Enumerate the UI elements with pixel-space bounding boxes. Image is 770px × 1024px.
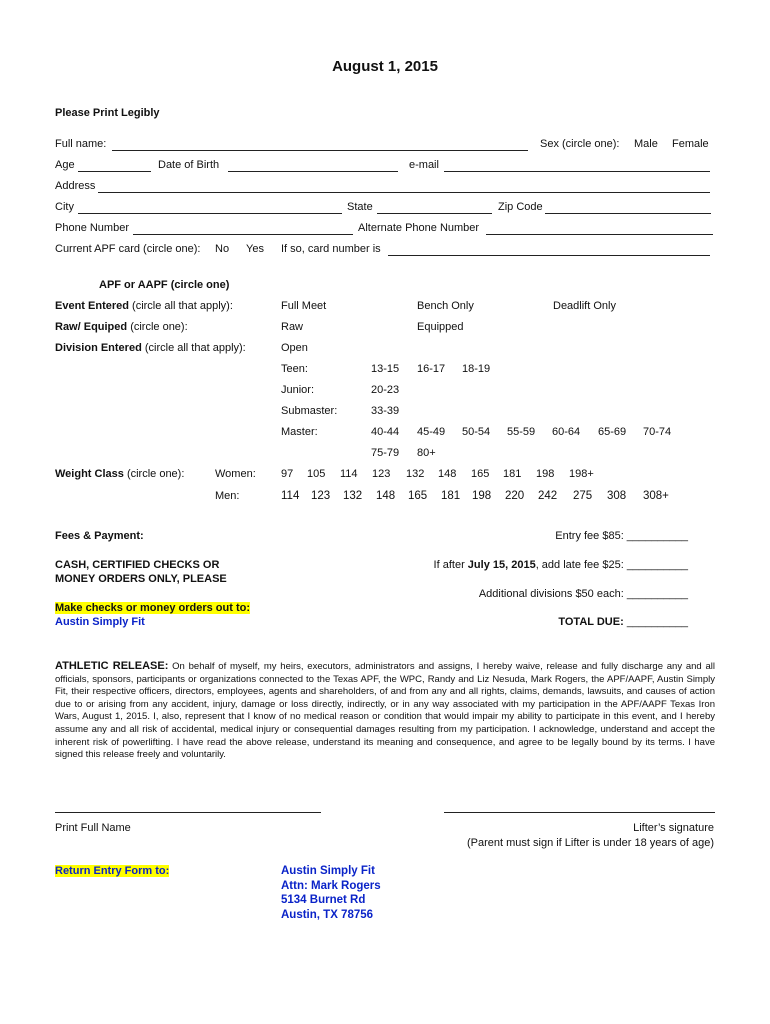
- division-note: (circle all that apply):: [144, 342, 246, 354]
- division-label-group: [55, 342, 246, 354]
- division-master-40-44[interactable]: 40-44: [371, 426, 400, 438]
- apf-card-label: Current APF card (circle one):: [55, 243, 201, 255]
- state-field[interactable]: [377, 213, 492, 214]
- payee-name: Austin Simply Fit: [55, 616, 145, 628]
- return-address-line: Austin Simply Fit: [281, 865, 375, 877]
- division-junior-label: Junior:: [281, 384, 315, 396]
- sex-label: Sex (circle one):: [540, 138, 620, 150]
- weight-men-275[interactable]: 275: [573, 490, 593, 502]
- full-name-label: Full name:: [55, 138, 107, 150]
- raw-note: (circle one):: [130, 321, 188, 333]
- division-master-45-49[interactable]: 45-49: [417, 426, 446, 438]
- city-field[interactable]: [78, 213, 342, 214]
- additional-divisions: Additional divisions $50 each: __________: [478, 588, 688, 600]
- dob-label: Date of Birth: [158, 159, 220, 171]
- alt-phone-label: Alternate Phone Number: [358, 222, 480, 234]
- sex-female-option[interactable]: Female: [672, 138, 709, 150]
- weight-women-label: Women:: [215, 468, 256, 480]
- lifter-signature-line[interactable]: [444, 812, 715, 813]
- weight-note: (circle one):: [126, 468, 185, 480]
- cash-line-1: CASH, CERTIFIED CHECKS OR: [55, 559, 220, 571]
- event-bench-only[interactable]: Bench Only: [417, 300, 474, 312]
- weight-men-308[interactable]: 308: [607, 490, 627, 502]
- weight-men-181[interactable]: 181: [441, 490, 461, 502]
- division-master-70-74[interactable]: 70-74: [643, 426, 672, 438]
- address-label: Address: [55, 180, 96, 192]
- weight-men-148[interactable]: 148: [376, 490, 396, 502]
- phone-field[interactable]: [133, 234, 353, 235]
- page-title: August 1, 2015: [332, 58, 438, 75]
- weight-men-220[interactable]: 220: [505, 490, 525, 502]
- late-fee-post: , add late fee $25: __________: [535, 559, 688, 571]
- late-fee: [434, 559, 688, 571]
- city-label: City: [55, 201, 74, 213]
- state-label: State: [347, 201, 373, 213]
- weight-label: Weight Class: [55, 468, 124, 480]
- weight-men-242[interactable]: 242: [538, 490, 558, 502]
- event-label-group: [55, 300, 233, 312]
- weight-women-198-plus[interactable]: 198+: [569, 468, 594, 480]
- division-open[interactable]: Open: [281, 342, 308, 354]
- phone-label: Phone Number: [55, 222, 129, 234]
- email-label: e-mail: [409, 159, 439, 171]
- event-full-meet[interactable]: Full Meet: [281, 300, 327, 312]
- age-label: Age: [55, 159, 75, 171]
- division-teen-18-19[interactable]: 18-19: [462, 363, 491, 375]
- apf-card-no[interactable]: No: [215, 243, 230, 255]
- make-checks-note: [55, 602, 250, 614]
- raw-option[interactable]: Raw: [281, 321, 304, 333]
- late-fee-date: July 15, 2015: [467, 559, 536, 571]
- sex-male-option[interactable]: Male: [634, 138, 658, 150]
- card-number-field[interactable]: [388, 255, 710, 256]
- weight-men-165[interactable]: 165: [408, 490, 428, 502]
- total-due: [558, 616, 688, 628]
- raw-label: Raw/ Equiped: [55, 321, 128, 333]
- parent-signature-note: (Parent must sign if Lifter is under 18 years of age): [466, 837, 714, 849]
- event-deadlift-only[interactable]: Deadlift Only: [553, 300, 616, 312]
- return-address-line: 5134 Burnet Rd: [281, 894, 366, 906]
- total-due-label: TOTAL DUE:: [558, 616, 624, 628]
- division-master-55-59[interactable]: 55-59: [507, 426, 536, 438]
- weight-label-group: [55, 468, 184, 480]
- weight-women-123[interactable]: 123: [372, 468, 391, 480]
- print-name-label: Print Full Name: [55, 822, 131, 834]
- division-teen-label: Teen:: [281, 363, 308, 375]
- return-address: [281, 864, 381, 922]
- division-teen-16-17[interactable]: 16-17: [417, 363, 446, 375]
- division-master-label: Master:: [281, 426, 318, 438]
- weight-men-308-plus[interactable]: 308+: [643, 490, 669, 502]
- division-label: Division Entered: [55, 342, 142, 354]
- division-master-65-69[interactable]: 65-69: [598, 426, 627, 438]
- release-heading: ATHLETIC RELEASE:: [55, 660, 169, 672]
- full-name-field[interactable]: [112, 150, 528, 151]
- print-legibly-heading: Please Print Legibly: [55, 107, 160, 119]
- weight-men-label: Men:: [215, 490, 240, 502]
- age-field[interactable]: [78, 171, 151, 172]
- return-address-line: Austin, TX 78756: [281, 908, 374, 921]
- division-submaster-label: Submaster:: [281, 405, 338, 417]
- division-master-80-plus[interactable]: 80+: [417, 447, 436, 459]
- return-form-text: Return Entry Form to:: [55, 865, 170, 877]
- athletic-release: [55, 660, 715, 762]
- division-submaster-33-39[interactable]: 33-39: [371, 405, 400, 417]
- weight-women-105[interactable]: 105: [307, 468, 326, 480]
- make-checks-text: Make checks or money orders out to:: [55, 602, 250, 614]
- weight-women-97[interactable]: 97: [281, 468, 294, 480]
- total-due-blank[interactable]: __________: [626, 616, 688, 628]
- division-teen-13-15[interactable]: 13-15: [371, 363, 400, 375]
- apf-card-yes[interactable]: Yes: [246, 243, 264, 255]
- lifter-signature-label: Lifter’s signature: [633, 822, 714, 834]
- return-address-line: Attn: Mark Rogers: [281, 879, 381, 892]
- federation-heading: APF or AAPF (circle one): [99, 279, 230, 291]
- event-label: Event Entered: [55, 300, 129, 312]
- fees-heading: Fees & Payment:: [55, 530, 144, 542]
- weight-men-114[interactable]: 114: [281, 490, 300, 502]
- weight-women-148[interactable]: 148: [438, 468, 457, 480]
- weight-men-123[interactable]: 123: [311, 490, 331, 502]
- weight-women-198[interactable]: 198: [536, 468, 555, 480]
- division-master-75-79[interactable]: 75-79: [371, 447, 400, 459]
- zip-field[interactable]: [545, 213, 711, 214]
- entry-fee: Entry fee $85: __________: [555, 530, 688, 542]
- weight-women-181[interactable]: 181: [503, 468, 522, 480]
- weight-women-132[interactable]: 132: [406, 468, 425, 480]
- weight-women-165[interactable]: 165: [471, 468, 490, 480]
- weight-women-114[interactable]: 114: [340, 468, 358, 480]
- print-name-line[interactable]: [55, 812, 321, 813]
- dob-field[interactable]: [228, 171, 398, 172]
- address-field[interactable]: [98, 192, 710, 193]
- raw-label-group: [55, 321, 188, 333]
- weight-men-132[interactable]: 132: [343, 490, 363, 502]
- division-junior-20-23[interactable]: 20-23: [371, 384, 400, 396]
- event-note: (circle all that apply):: [132, 300, 233, 312]
- alt-phone-field[interactable]: [486, 234, 713, 235]
- card-number-label: If so, card number is: [281, 243, 381, 255]
- email-field[interactable]: [444, 171, 710, 172]
- zip-label: Zip Code: [498, 201, 543, 213]
- return-form-label: [55, 865, 169, 877]
- release-text: On behalf of myself, my heirs, executors, administrators and assigns, I hereby waive, release and fully discharge any and all officials, sponsors, participants or organizations connected to the Texas APF, the WPC, Randy and Liz Nesuda, Mark Rogers, the APF/AAPF, Austin Simply Fit, their respective officers, directors, employees, agents and shareholders, of and from any and all rights, claims, demands, lawsuits, and causes of action due to or arising from any accident, injury, damage or loss directly, indirectly, or in any way associated with my participation in the APF/AAPF Texas Iron Wars, August 1, 2015. I, also, represent that I know of no medical reason or condition that would impair my ability to participate in this event, and I hereby assume any and all risk of accidental, medical injury or consequential damages resulting from my participation. I acknowledge, understand and accept the inherent risk of powerlifting. I have read the above release, understand its meaning and consequence, and agree to be legally bound by its terms. I have signed this release freely and voluntarily.: [55, 661, 715, 761]
- division-master-50-54[interactable]: 50-54: [462, 426, 491, 438]
- late-fee-pre: If after: [433, 559, 465, 571]
- weight-men-198[interactable]: 198: [472, 490, 492, 502]
- division-master-60-64[interactable]: 60-64: [552, 426, 581, 438]
- equipped-option[interactable]: Equipped: [417, 321, 464, 333]
- cash-line-2: MONEY ORDERS ONLY, PLEASE: [55, 573, 227, 585]
